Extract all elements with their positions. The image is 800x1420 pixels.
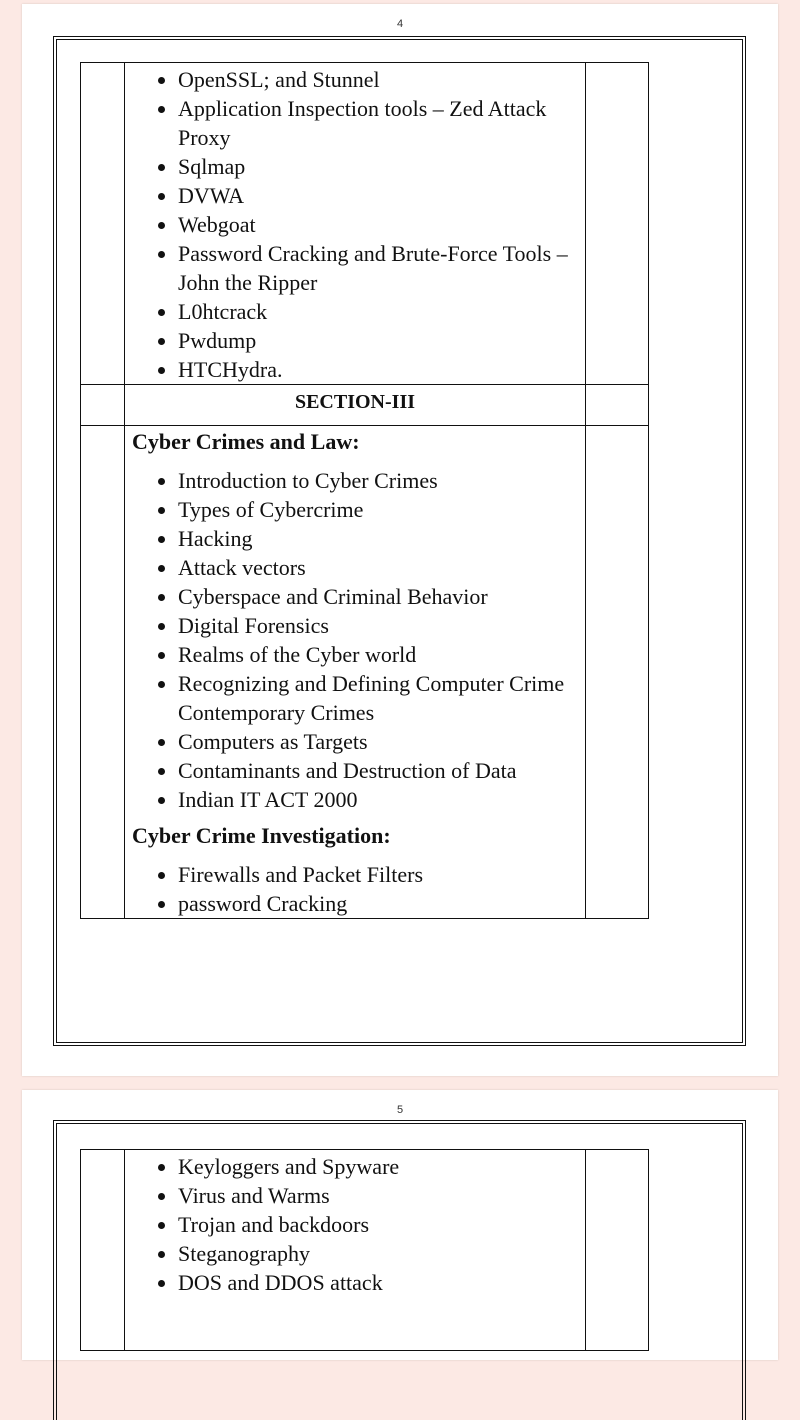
bullet-icon: [158, 507, 165, 514]
list-item: Pwdump: [178, 326, 585, 355]
bullet-icon: [158, 536, 165, 543]
page-number: 4: [396, 18, 404, 30]
list-item: DVWA: [178, 181, 585, 210]
list-item: Sqlmap: [178, 152, 585, 181]
document-page-4: [22, 4, 778, 1076]
bullet-icon: [158, 872, 165, 879]
bullet-icon: [158, 681, 165, 688]
list-item: HTCHydra.: [178, 355, 585, 384]
table-cell-left: [81, 63, 125, 385]
list-item: Attack vectors: [178, 553, 585, 582]
cyber-crimes-heading: Cyber Crimes and Law:: [132, 429, 360, 454]
bullet-icon: [158, 106, 165, 113]
bullet-icon: [158, 1164, 165, 1171]
table-cell-left: [81, 426, 125, 919]
table-cell-right: [586, 1150, 649, 1351]
bullet-icon: [158, 1280, 165, 1287]
bullet-icon: [158, 222, 165, 229]
list-item: Computers as Targets: [178, 727, 585, 756]
bullet-icon: [158, 565, 165, 572]
list-item: Keyloggers and Spyware: [178, 1152, 585, 1181]
bullet-icon: [158, 1193, 165, 1200]
syllabus-table: [80, 62, 649, 919]
table-cell-right: [586, 426, 649, 919]
list-item: Indian IT ACT 2000: [178, 785, 585, 814]
bullet-icon: [158, 164, 165, 171]
list-item: Webgoat: [178, 210, 585, 239]
syllabus-table: [80, 1149, 649, 1351]
list-item: Types of Cybercrime: [178, 495, 585, 524]
table-cell-content: [125, 426, 586, 919]
investigation-list: [125, 860, 585, 918]
bullet-icon: [158, 367, 165, 374]
list-item: DOS and DDOS attack: [178, 1268, 585, 1297]
bullet-icon: [158, 77, 165, 84]
table-cell-content: [125, 63, 586, 385]
table-row: [81, 426, 649, 919]
bullet-icon: [158, 1222, 165, 1229]
bullet-icon: [158, 901, 165, 908]
list-item: Steganography: [178, 1239, 585, 1268]
list-item: password Cracking: [178, 889, 585, 918]
list-item: Firewalls and Packet Filters: [178, 860, 585, 889]
list-item: L0htcrack: [178, 297, 585, 326]
table-cell-right: [586, 63, 649, 385]
list-item: OpenSSL; and Stunnel: [178, 65, 585, 94]
investigation-heading: Cyber Crime Investigation:: [132, 823, 391, 848]
investigation-list-continued: [125, 1152, 585, 1297]
table-cell-left: [81, 385, 125, 426]
list-item: Digital Forensics: [178, 611, 585, 640]
cyber-crimes-list: [125, 466, 585, 814]
table-cell-right: [586, 385, 649, 426]
table-cell-left: [81, 1150, 125, 1351]
bullet-icon: [158, 652, 165, 659]
list-item: Hacking: [178, 524, 585, 553]
bullet-icon: [158, 768, 165, 775]
bullet-icon: [158, 623, 165, 630]
bullet-icon: [158, 193, 165, 200]
table-row: [81, 1150, 649, 1351]
list-item: Cyberspace and Criminal Behavior: [178, 582, 585, 611]
bullet-icon: [158, 797, 165, 804]
list-item: Virus and Warms: [178, 1181, 585, 1210]
bullet-icon: [158, 739, 165, 746]
table-cell-content: [125, 1150, 586, 1351]
list-item: Application Inspection tools – Zed Attack Proxy: [178, 94, 578, 152]
bullet-icon: [158, 309, 165, 316]
list-item: Realms of the Cyber world: [178, 640, 585, 669]
list-item: Introduction to Cyber Crimes: [178, 466, 585, 495]
list-item: Password Cracking and Brute-Force Tools – John the Ripper: [178, 239, 578, 297]
table-row: [81, 63, 649, 385]
bullet-icon: [158, 338, 165, 345]
bullet-icon: [158, 251, 165, 258]
list-item: Contaminants and Destruction of Data: [178, 756, 585, 785]
bullet-icon: [158, 594, 165, 601]
table-row: [81, 385, 649, 426]
list-item: Recognizing and Defining Computer Crime Contemporary Crimes: [178, 669, 582, 727]
document-page-5: [22, 1090, 778, 1360]
page-number: 5: [396, 1104, 404, 1116]
bullet-icon: [158, 478, 165, 485]
list-item: Trojan and backdoors: [178, 1210, 585, 1239]
bullet-icon: [158, 1251, 165, 1258]
section-title: SECTION-III: [125, 385, 586, 426]
tools-list: [125, 65, 585, 384]
